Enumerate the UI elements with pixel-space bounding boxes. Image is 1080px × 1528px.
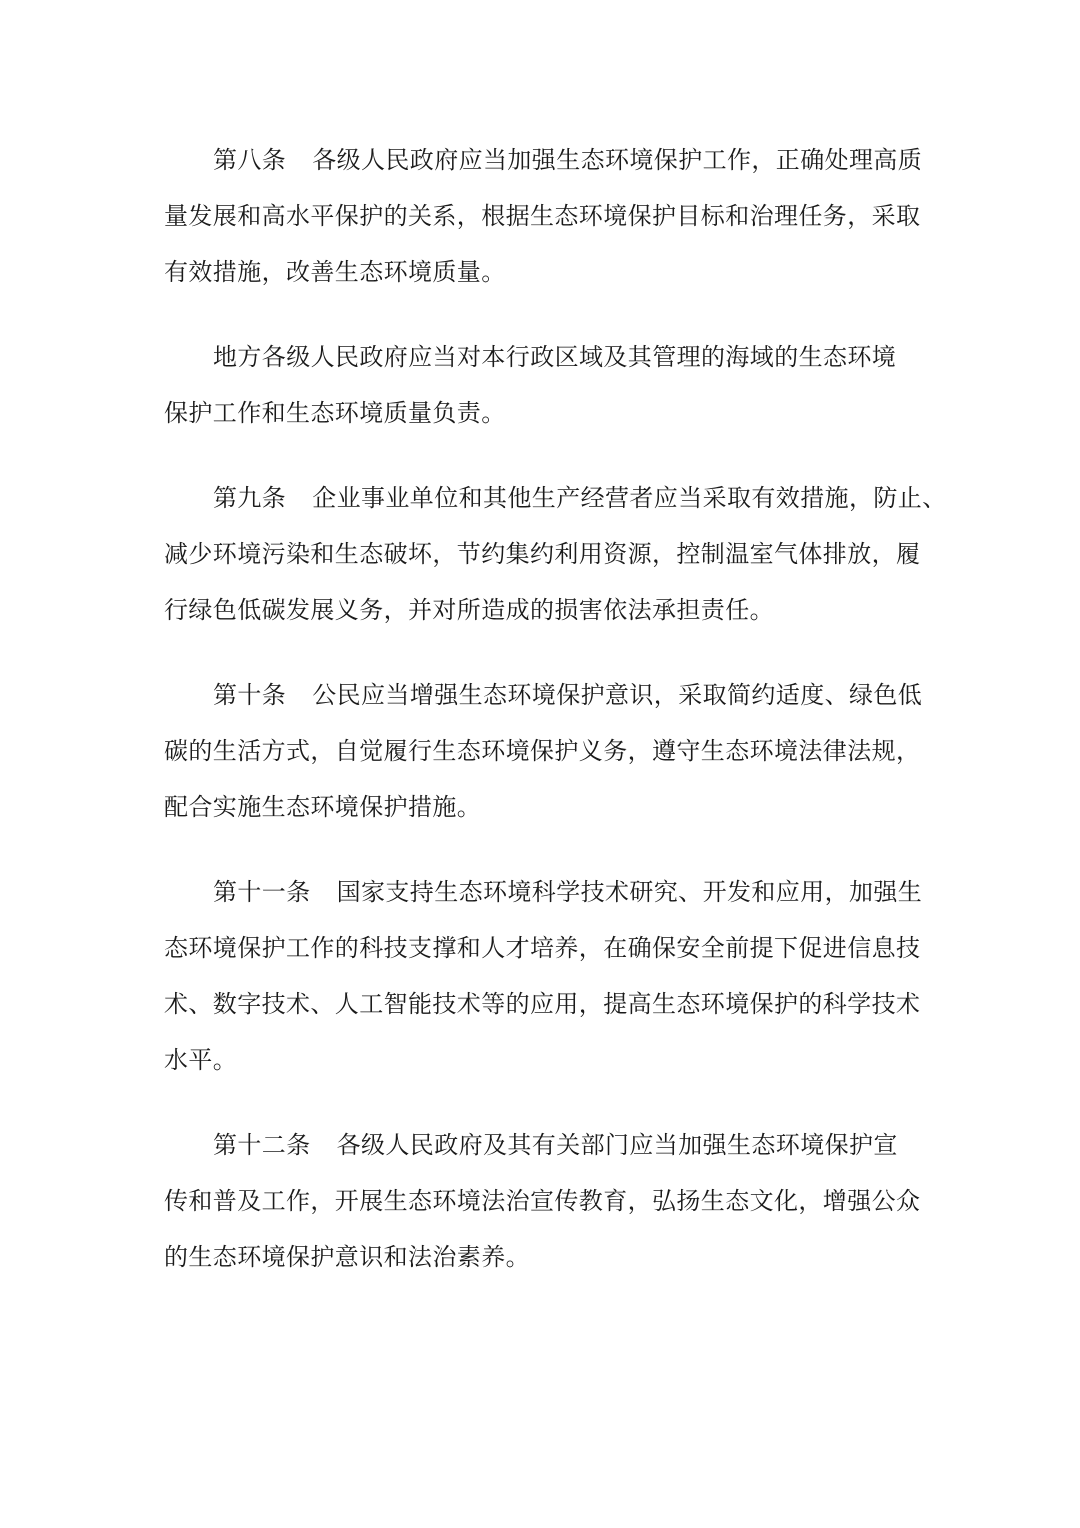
- article-8-line-3: 有效措施，改善生态环境质量。: [164, 258, 506, 286]
- article-12-heading: 第十二条: [213, 1131, 311, 1159]
- article-9-line-3: 行绿色低碳发展义务，并对所造成的损害依法承担责任。: [164, 596, 774, 624]
- article-8-line-1: 第八条 各级人民政府应当加强生态环境保护工作，正确处理高质: [213, 146, 923, 174]
- article-10-line-3: 配合实施生态环境保护措施。: [164, 793, 482, 821]
- article-11-line-4: 水平。: [164, 1046, 238, 1074]
- article-12-line-2: 传和普及工作，开展生态环境法治宣传教育，弘扬生态文化，增强公众: [164, 1187, 921, 1215]
- article-10-line-2: 碳的生活方式，自觉履行生态环境保护义务，遵守生态环境法律法规，: [164, 737, 921, 765]
- article-10-line-1: 第十条 公民应当增强生态环境保护意识，采取简约适度、绿色低: [213, 681, 923, 709]
- article-9-line-2: 减少环境污染和生态破坏，节约集约利用资源，控制温室气体排放，履: [164, 540, 921, 568]
- article-11-line-1: 第十一条 国家支持生态环境科学技术研究、开发和应用，加强生: [213, 878, 923, 906]
- article-8-line-2: 量发展和高水平保护的关系，根据生态环境保护目标和治理任务，采取: [164, 202, 921, 230]
- article-8-para-2-line-1: 地方各级人民政府应当对本行政区域及其管理的海域的生态环境: [213, 343, 897, 371]
- article-11-line-2: 态环境保护工作的科技支撑和人才培养，在确保安全前提下促进信息技: [164, 934, 921, 962]
- article-9-heading: 第九条: [213, 484, 287, 512]
- article-12-line-3: 的生态环境保护意识和法治素养。: [164, 1243, 530, 1271]
- article-12-line-1: 第十二条 各级人民政府及其有关部门应当加强生态环境保护宣: [213, 1131, 898, 1159]
- article-8-para-2-line-2: 保护工作和生态环境质量负责。: [164, 399, 506, 427]
- article-10-heading: 第十条: [213, 681, 287, 709]
- article-9-line-1: 第九条 企业事业单位和其他生产经营者应当采取有效措施，防止、: [213, 484, 947, 512]
- article-11-heading: 第十一条: [213, 878, 311, 906]
- article-11-line-3: 术、数字技术、人工智能技术等的应用，提高生态环境保护的科学技术: [164, 990, 921, 1018]
- article-8-heading: 第八条: [213, 146, 287, 174]
